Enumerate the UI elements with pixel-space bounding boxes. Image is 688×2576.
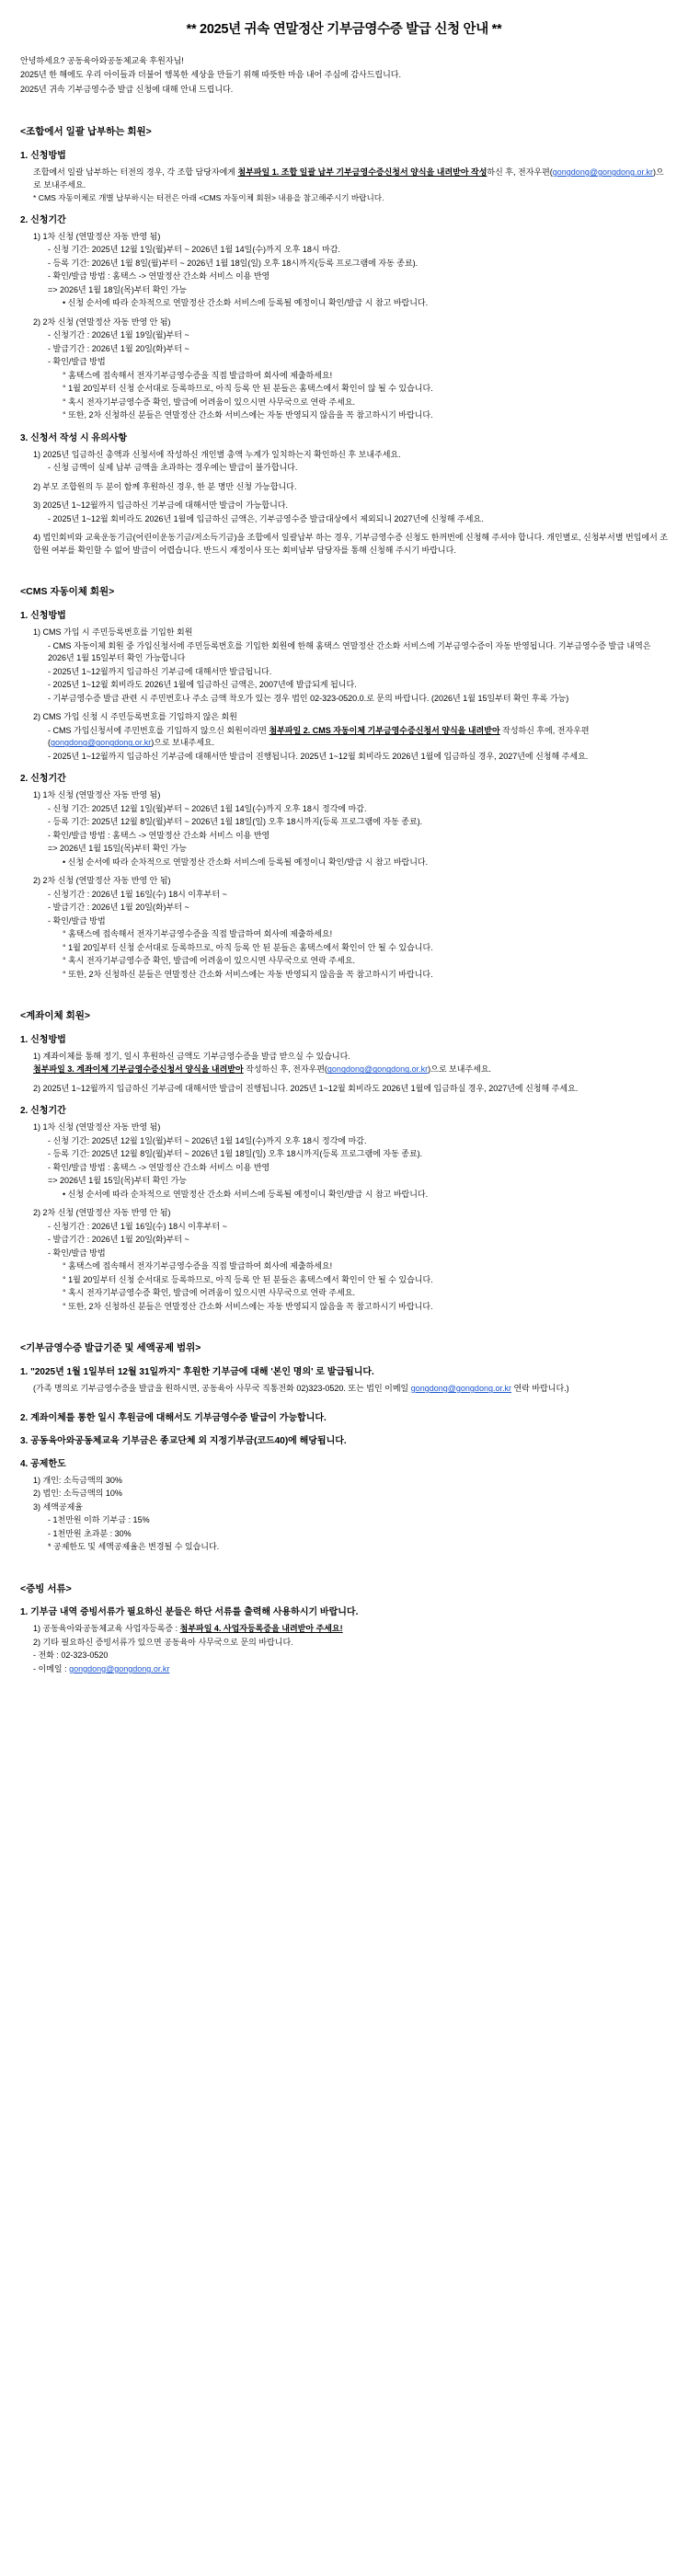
page-title: ** 2025년 귀속 연말정산 기부금영수증 발급 신청 안내 ** [186, 22, 502, 37]
section-heading-union: <조합에서 일괄 납부하는 회원> [20, 126, 152, 138]
sec3-period-head: 1) 1차 신청 (연말정산 자동 반영 됨) [33, 1122, 161, 1133]
sec2-period-head: 1) 1차 신청 (연말정산 자동 반영 됨) [33, 790, 161, 800]
email-link-gongdong[interactable]: gongdong@gongdong.or.kr [410, 1384, 511, 1394]
sec2-period-head: 2) 2차 신청 (연말정산 자동 반영 안 됨) [33, 876, 171, 886]
sec1-period-item-head: 2) 2차 신청 (연말정산 자동 반영 안 됨) [33, 316, 171, 327]
sec1-method-line: 조합에서 일괄 납부하는 터전의 경우, 각 조합 담당자에게 첨부파일 1. 조합 일괄 납부 기부금영수증신청서 양식을 내려받아 작성하신 후, 전자우편(gongdong@gongdong.or.kr)으로 보내주세요. [33, 167, 664, 190]
sec1-notice-head: 2) 부모 조합원의 두 분이 함께 후원하신 경우, 한 분 명만 신청 가능합니다. [33, 481, 297, 491]
sec2-method-line: - 기부금영수증 발급 관련 시 주민번호나 주소 금액 착오가 있는 경우 법인 02-323-0520.0.로 문의 바랍니다. (2026년 1월 15일부터 확인 후록 가능) [48, 693, 569, 703]
sec5-doc-line: - 전화 : 02-323-0520 [33, 1650, 109, 1661]
sec2-period-line: => 2026년 1월 15일(목)부터 확인 가능 [48, 844, 187, 854]
sec3-period-line: ° 또한, 2차 신청하신 분들은 연말정산 간소화 서비스에는 자동 반영되지 않음을 꼭 참고하시기 바랍니다. [63, 1301, 433, 1311]
sec2-method-line: - 2025년 1~12월까지 입금하신 기부금에 대해서만 발급이 진행됩니다. 2025년 1~12월 회비라도 2026년 1월에 입금하실 경우, 2027년에 신청해 주세요. [48, 751, 589, 761]
sec1-period-line: => 2026년 1월 18일(목)부터 확인 가능 [48, 284, 187, 294]
sec3-period-line: - 확인/발급 방법 : 홈택스 -> 연말정산 간소화 서비스 이용 반영 [48, 1162, 270, 1172]
sec1-notice-head: 3) 2025년 1~12월까지 입금하신 기부금에 대해서만 발급이 가능합니다. [33, 500, 288, 511]
sec2-period-line: ° 1월 20일부터 신청 순서대로 등록하므로, 아직 등록 안 된 분들은 홈택스에서 확인이 안 될 수 있습니다. [63, 942, 433, 952]
sec4-item-head: 1. "2025년 1월 1일부터 12월 31일까지" 후원한 기부금에 대해 '본인 명의' 로 발급됩니다. [20, 1367, 374, 1378]
sec2-period-line: • 신청 순서에 따라 순차적으로 연말정산 간소화 서비스에 등록될 예정이니 확인/발급 시 참고 바랍니다. [63, 857, 429, 867]
sec1-method-note: * CMS 자동이체로 개별 납부하시는 터전은 아래 <CMS 자동이체 회원> 내용을 참고해주시기 바랍니다. [33, 193, 384, 202]
section-heading-transfer: <계좌이체 회원> [20, 1010, 91, 1022]
email-link-gongdong[interactable]: gongdong@gongdong.or.kr [51, 738, 152, 748]
sec5-doc-line-email: - 이메일 : gongdong@gongdong.or.kr [33, 1663, 170, 1673]
sec2-period-line: - 확인/발급 방법 [48, 915, 106, 926]
sec3-period-line: => 2026년 1월 15일(목)부터 확인 가능 [48, 1176, 187, 1186]
intro-block [20, 55, 668, 97]
sec1-period-line: - 신청 기간: 2025년 12월 1일(월)부터 ~ 2026년 1월 14일(수)까지 오후 18시 마감. [48, 245, 340, 255]
sec2-method-head: 2) CMS 가입 신청 시 주민등록번호를 기입하지 않은 회원 [33, 712, 237, 722]
sec2-method-head: 1) CMS 가입 시 주민등록번호를 기입한 회원 [33, 627, 193, 638]
intro-line: 2025년 귀속 기부금영수증 발급 신청에 대해 안내 드립니다. [20, 84, 234, 94]
sec2-period-line: - 신청기간 : 2026년 1월 16일(수) 18시 이후부터 ~ [48, 889, 227, 899]
sec3-period-head: 2) 2차 신청 (연말정산 자동 반영 안 됨) [33, 1208, 171, 1218]
sec1-period-line: - 확인/발급 방법 [48, 357, 106, 367]
sec3-period-line: ° 1월 20일부터 신청 순서대로 등록하므로, 아직 등록 안 된 분들은 홈택스에서 확인이 안 될 수 있습니다. [63, 1274, 433, 1284]
sec2-period-line: ° 홈택스에 접속해서 전자기부금영수증을 직접 발급하여 회사에 제출하세요! [63, 929, 333, 939]
sec4-item-note: (가족 명의로 기부금영수증을 발급을 원하시면, 공동육아 사무국 직통전화 02)323-0520. 또는 법인 이메일 gongdong@gongdong.or.kr 연락 바랍니다.) [33, 1384, 569, 1394]
sec3-period-line: - 신청기간 : 2026년 1월 16일(수) 18시 이후부터 ~ [48, 1221, 227, 1231]
sec4-limit-line: 1) 개인: 소득금액의 30% [33, 1475, 122, 1485]
sec3-method-head: 2) 2025년 1~12월까지 입금하신 기부금에 대해서만 발급이 진행됩니다. 2025년 1~12월 회비라도 2026년 1월에 입금하실 경우, 2027년에 신청해 주세요. [33, 1083, 579, 1093]
sec1-method-title: 1. 신청방법 [20, 151, 66, 161]
sec1-period-line: - 확인/발급 방법 : 홈택스 -> 연말정산 간소화 서비스 이용 반영 [48, 271, 270, 282]
sec3-period-line: - 신청 기간: 2025년 12월 1일(월)부터 ~ 2026년 1월 14일(수)까지 오후 18시 정각에 마감. [48, 1135, 367, 1145]
sec3-method-title: 1. 신청방법 [20, 1034, 66, 1045]
sec2-method-line: - 2025년 1~12월 회비라도 2026년 1월에 입금하신 금액은, 2007년에 발급되게 됩니다. [48, 680, 357, 690]
sec1-notice-line: - 2025년 1~12월 회비라도 2026년 1월에 입금하신 금액은, 기부금영수증 발급대상에서 제외되니 2027년에 신청해 주세요. [48, 513, 484, 523]
section-heading-criteria: <기부금영수증 발급기준 및 세액공제 범위> [20, 1342, 201, 1354]
sec1-period-item-head: 1) 1차 신청 (연말정산 자동 반영 됨) [33, 231, 161, 241]
sec1-notice-head: 1) 2025년 입금하신 총액과 신청서에 작성하신 개인별 총액 누계가 일치하는지 확인하신 후 보내주세요. [33, 449, 401, 459]
sec1-notice-title: 3. 신청서 작성 시 유의사항 [20, 432, 128, 443]
section-heading-documents: <증빙 서류> [20, 1582, 72, 1594]
sec1-period-line: ° 또한, 2차 신청하신 분들은 연말정산 간소화 서비스에는 자동 반영되지 않음을 꼭 참고하시기 바랍니다. [63, 410, 433, 420]
sec2-period-line: ° 혹시 전자기부금영수증 확인, 발급에 어려움이 있으시면 사무국으로 연락 주세요. [63, 956, 356, 966]
sec2-period-title: 2. 신청기간 [20, 774, 66, 785]
sec2-method-title: 1. 신청방법 [20, 611, 66, 622]
sec1-period-line: • 신청 순서에 따라 순차적으로 연말정산 간소화 서비스에 등록될 예정이니 확인/발급 시 참고 바랍니다. [63, 298, 429, 308]
sec1-period-line: ° 1월 20일부터 신청 순서대로 등록하므로, 아직 등록 안 된 분들은 홈택스에서 확인이 않 될 수 있습니다. [63, 384, 433, 394]
intro-line: 2025년 한 해에도 우리 아이들과 더불어 행복한 세상을 만들기 위해 따뜻한 마음 내어 주심에 감사드립니다. [20, 70, 401, 80]
sec3-method-head: 1) 계좌이체를 통해 정기, 일시 후원하신 금액도 기부금영수증을 발급 받으실 수 있습니다. [33, 1051, 350, 1061]
sec3-period-line: ° 혹시 전자기부금영수증 확인, 발급에 어려움이 있으시면 사무국으로 연락 주세요. [63, 1288, 356, 1298]
sec5-doc-line-attachment: 1) 공동육아와공동체교육 사업자등록증 : 첨부파일 4. 사업자등록증을 내려받아 주세요! [33, 1624, 343, 1634]
sec1-notice-line: - 신청 금액이 실제 납부 금액을 초과하는 경우에는 발급이 불가합니다. [48, 463, 298, 473]
sec4-limit-line: 2) 법인: 소득금액의 10% [33, 1489, 122, 1499]
sec1-period-line: - 신청기간 : 2026년 1월 19일(월)부터 ~ [48, 330, 189, 340]
sec3-period-title: 2. 신청기간 [20, 1106, 66, 1117]
sec4-item-head: 3. 공동육아와공동체교육 기부금은 종교단체 외 지정기부금(코드40)에 해당됩니다. [20, 1435, 347, 1446]
sec2-period-line: - 발급기간 : 2026년 1월 20일(화)부터 ~ [48, 903, 189, 913]
sec4-limit-line: * 공제한도 및 세액공제율은 변경될 수 있습니다. [48, 1542, 220, 1552]
sec2-period-line: - 확인/발급 방법 : 홈택스 -> 연말정산 간소화 서비스 이용 반영 [48, 830, 270, 840]
email-link-gongdong[interactable]: gongdong@gongdong.or.kr [327, 1064, 429, 1075]
sec4-item-head: 4. 공제한도 [20, 1458, 66, 1469]
sec1-notice-head: 4) 법인회비와 교육운동기금(어린이운동기금/저소득기금)을 조합에서 일괄납부 하는 경우, 기부금영수증 신청도 한꺼번에 신청해 주셔야 합니다. 개인별로, 신청부서별 번입에서 조합원 여부를 확인할 수 없어 발급이 어렵습니다. 반드시 재정이사 또는 회비납부 담당자를 통해 신청해 주시기 바랍니다. [33, 533, 668, 555]
intro-line: 안녕하세요? 공동육아와공동체교육 후원자님! [20, 55, 184, 65]
sec3-period-line: - 발급기간 : 2026년 1월 20일(화)부터 ~ [48, 1235, 189, 1245]
sec1-period-title: 2. 신청기간 [20, 214, 66, 225]
sec3-period-line: ° 홈택스에 접속해서 전자기부금영수증을 직접 발급하여 회사에 제출하세요! [63, 1261, 333, 1271]
sec3-period-line: - 확인/발급 방법 [48, 1248, 106, 1258]
sec4-limit-line: - 1천만원 이하 기부금 : 15% [48, 1515, 150, 1525]
sec1-period-line: - 등록 기간: 2026년 1월 8일(월)부터 ~ 2026년 1월 18일(일) 오후 18시까지(등록 프로그램에 자동 종료). [48, 258, 419, 268]
email-link-gongdong[interactable]: gongdong@gongdong.or.kr [552, 167, 654, 177]
sec2-period-line: - 등록 기간: 2025년 12월 8일(월)부터 ~ 2026년 1월 18일(일) 오후 18시까지(등록 프로그램에 자동 종료). [48, 817, 423, 827]
sec2-method-line: - CMS 자동이체 회원 중 가입신청서에 주민등록번호를 기입한 회원에 한해 홈택스 연말정산 간소화 서비스에 기부금영수증이 자동 반영됩니다. 기부금영수증 발급 내역은 2026년 1월 15일부터 확인 가능합니다 [48, 640, 651, 663]
sec1-period-line: - 발급기간 : 2026년 1월 20일(화)부터 ~ [48, 343, 189, 353]
section-heading-cms: <CMS 자동이체 회원> [20, 586, 115, 598]
sec3-period-line: - 등록 기간: 2025년 12월 8일(월)부터 ~ 2026년 1월 18일(일) 오후 18시까지(등록 프로그램에 자동 종료). [48, 1149, 423, 1159]
sec1-period-line: ° 혹시 전자기부금영수증 확인, 발급에 어려움이 있으시면 사무국으로 연락 주세요. [63, 397, 356, 407]
sec2-method-line: - 2025년 1~12월까지 입금하신 기부금에 대해서만 발급됩니다. [48, 666, 272, 676]
sec2-period-line: - 신청 기간: 2025년 12월 1일(월)부터 ~ 2026년 1월 14일(수)까지 오후 18시 정각에 마감. [48, 803, 367, 813]
email-link-gongdong[interactable]: gongdong@gongdong.or.kr [69, 1663, 170, 1673]
sec4-limit-line: - 1천만원 초과분 : 30% [48, 1528, 132, 1538]
sec2-method-line-attachment: - CMS 가입신청서에 주민번호를 기입하지 않으신 회원이라면 첨부파일 2. CMS 자동이체 기부금영수증신청서 양식을 내려받아 작성하신 후에, 전자우편(gongdong@gongdong.or.kr)으로 보내주세요. [48, 725, 590, 748]
sec4-limit-line: 3) 세액공제율 [33, 1501, 83, 1512]
sec1-period-line: ° 홈택스에 접속해서 전자기부금영수증을 직접 발급하여 회사에 제출하세요! [63, 370, 333, 380]
sec4-item-head: 2. 계좌이체를 통한 일시 후원금에 대해서도 기부금영수증 발급이 가능합니다. [20, 1412, 327, 1423]
sec3-method-line-attachment: 첨부파일 3. 계좌이체 기부금영수증신청서 양식을 내려받아 작성하신 후, 전자우편(gongdong@gongdong.or.kr)으로 보내주세요. [33, 1064, 492, 1075]
sec5-item-head: 1. 기부금 내역 증빙서류가 필요하신 분들은 하단 서류를 출력해 사용하시기 바랍니다. [20, 1607, 359, 1618]
sec2-period-line: ° 또한, 2차 신청하신 분들은 연말정산 간소화 서비스에는 자동 반영되지 않음을 꼭 참고하시기 바랍니다. [63, 969, 433, 979]
sec5-doc-line: 2) 기타 필요하신 증빙서류가 있으면 공동육아 사무국으로 문의 바랍니다. [33, 1637, 293, 1647]
sec3-period-line: • 신청 순서에 따라 순차적으로 연말정산 간소화 서비스에 등록될 예정이니 확인/발급 시 참고 바랍니다. [63, 1189, 429, 1199]
